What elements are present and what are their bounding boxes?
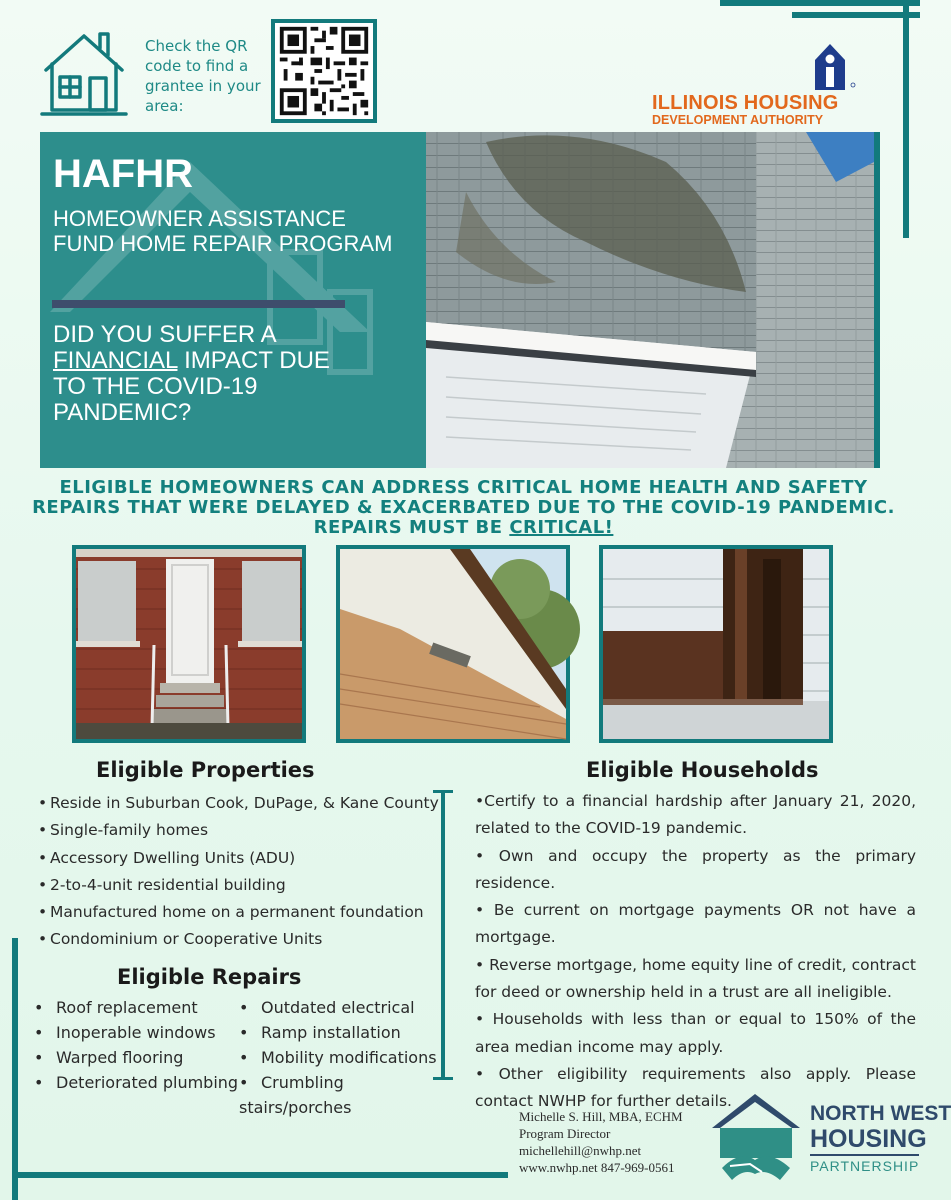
program-full-name: HOMEOWNER ASSISTANCE FUND HOME REPAIR PROGRAM — [53, 206, 393, 256]
list-item: •Certify to a financial hardship after January 21, 2020, related to the COVID-19 pandemic. — [475, 792, 916, 838]
list-item: • Reside in Suburban Cook, DuPage, & Kane County — [38, 790, 439, 817]
eligible-repairs-title: Eligible Repairs — [117, 965, 302, 989]
eligible-households-list — [475, 788, 916, 1116]
nwhp-house-handshake-icon — [700, 1088, 810, 1188]
hero-question — [53, 322, 353, 426]
frame-line-top — [720, 0, 920, 6]
ihda-logo — [640, 40, 870, 132]
qr-instruction-text: Check the QR code to find a grantee in your area: — [145, 37, 261, 115]
eligible-properties-list — [38, 790, 439, 954]
house-icon — [38, 22, 130, 118]
contact-web-phone[interactable]: www.nwhp.net 847-969-0561 — [519, 1160, 675, 1175]
qr-code-pattern — [275, 23, 373, 119]
headline-critical: CRITICAL! — [509, 517, 614, 538]
list-item: • Reverse mortgage, home equity line of credit, contract for deed or ownership held in a trust are all ineligible. — [475, 955, 916, 1002]
hero-text-panel — [40, 132, 426, 468]
list-item: • Mobility modifications — [239, 1045, 437, 1070]
list-item: • Ramp installation — [239, 1020, 437, 1045]
ihda-name-line2: DEVELOPMENT AUTHORITY — [652, 113, 824, 127]
list-item: • Condominium or Cooperative Units — [38, 926, 439, 953]
headline-line3-prefix: REPAIRS MUST BE — [313, 517, 510, 538]
frame-line-hero-right — [874, 132, 880, 468]
list-item: • Inoperable windows — [34, 1020, 238, 1045]
ihda-i-icon — [795, 40, 865, 92]
eligible-households-title: Eligible Households — [586, 758, 819, 782]
list-item: • Crumbling stairs/porches — [239, 1070, 379, 1120]
frame-line-divider — [441, 790, 445, 1080]
roof-illustration — [426, 132, 874, 468]
contact-block — [519, 1108, 683, 1176]
qr-code[interactable] — [271, 19, 377, 123]
nwhp-name-line2: HOUSING — [810, 1125, 927, 1153]
nwhp-logo — [700, 1088, 951, 1188]
list-item: • Own and occupy the property as the primary residence. — [475, 846, 916, 892]
contact-email[interactable]: michellehill@nwhp.net — [519, 1143, 642, 1158]
eligible-properties-title: Eligible Properties — [96, 758, 315, 782]
eligibility-headline — [20, 478, 907, 538]
frame-line-bottom — [12, 1172, 508, 1178]
nwhp-name-line1: NORTH WEST — [810, 1102, 951, 1125]
hero-roof-photo — [426, 132, 874, 468]
frame-line-right — [903, 0, 909, 238]
contact-role: Program Director — [519, 1126, 611, 1141]
nwhp-name-line3: PARTNERSHIP — [810, 1154, 919, 1174]
program-acronym: HAFHR — [53, 152, 193, 196]
hero-question-part1: DID YOU SUFFER A — [53, 321, 276, 348]
photo-rotted-fascia — [336, 545, 570, 743]
list-item: • Be current on mortgage payments OR not have a mortgage. — [475, 901, 916, 947]
list-item: • Accessory Dwelling Units (ADU) — [38, 845, 439, 872]
list-item: • Manufactured home on a permanent foundation — [38, 899, 439, 926]
list-item: • Households with less than or equal to 150% of the area median income may apply. — [475, 1010, 916, 1056]
hero-question-underlined: FINANCIAL — [53, 347, 178, 374]
list-item: • Single-family homes — [38, 817, 439, 844]
ihda-name-line1: ILLINOIS HOUSING — [652, 92, 839, 114]
eligible-repairs-col1 — [34, 995, 238, 1095]
contact-name: Michelle S. Hill, MBA, ECHM — [519, 1109, 683, 1124]
frame-line-left — [12, 938, 18, 1200]
headline-line2: REPAIRS THAT WERE DELAYED & EXACERBATED DUE TO THE COVID-19 PANDEMIC. — [32, 497, 895, 518]
eligible-repairs-col2 — [239, 995, 437, 1120]
headline-line3 — [20, 518, 907, 538]
list-item: • Roof replacement — [34, 995, 238, 1020]
list-item: • Other eligibility requirements also apply. Please contact NWHP for further details. — [475, 1064, 916, 1111]
headline-line1: ELIGIBLE HOMEOWNERS CAN ADDRESS CRITICAL HOME HEALTH AND SAFETY — [59, 477, 868, 498]
list-item: • Outdated electrical — [239, 995, 437, 1020]
hero-question-part2: IMPACT DUE TO THE COVID-19 PANDEMIC? — [53, 347, 330, 426]
hero-banner — [40, 132, 874, 468]
photo-rotted-siding — [599, 545, 833, 743]
list-item: • 2-to-4-unit residential building — [38, 872, 439, 899]
list-item: • Deteriorated plumbing — [34, 1070, 238, 1095]
photo-brick-house-steps — [72, 545, 306, 743]
hero-divider — [52, 300, 345, 308]
list-item: • Warped flooring — [34, 1045, 238, 1070]
frame-line-top-2 — [792, 12, 920, 18]
